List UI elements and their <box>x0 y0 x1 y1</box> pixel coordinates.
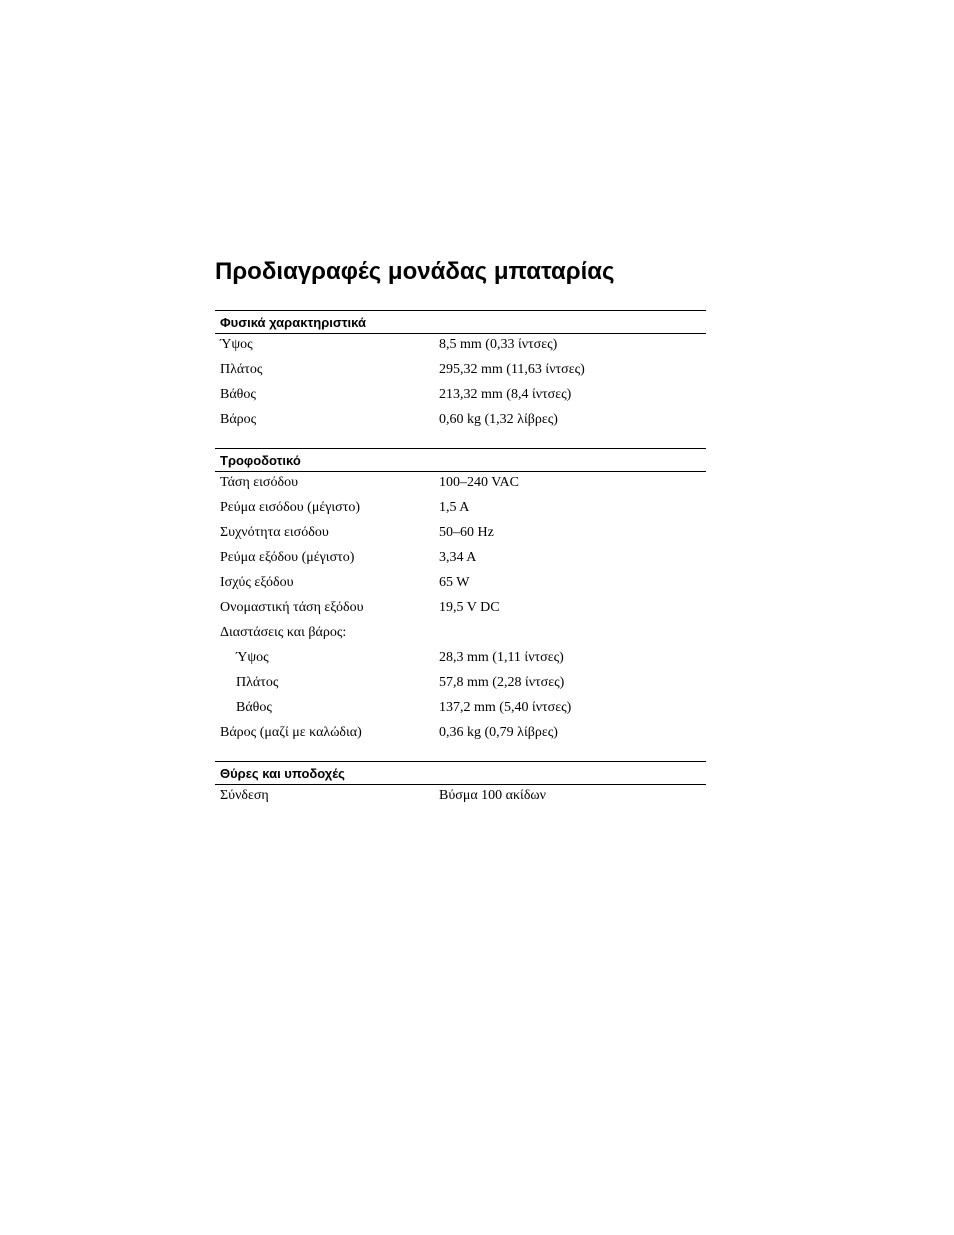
spec-row <box>215 522 706 547</box>
section-rows-power-supply <box>215 472 706 747</box>
spec-label: Διαστάσεις και βάρος: <box>220 625 347 640</box>
spec-label: Ρεύμα εισόδου (μέγιστο) <box>220 500 360 515</box>
page-title: Προδιαγραφές μονάδας μπαταρίας <box>215 258 615 285</box>
spec-value: 100–240 VAC <box>439 475 520 490</box>
spec-label: Σύνδεση <box>220 788 269 803</box>
spec-label: Τάση εισόδου <box>220 475 299 490</box>
spec-row <box>215 785 706 810</box>
section-header-power-supply: Τροφοδοτικό <box>215 448 706 472</box>
spec-label: Ύψος <box>236 650 269 665</box>
spec-value: 28,3 mm (1,11 ίντσες) <box>439 650 564 665</box>
spec-row <box>215 622 706 647</box>
spec-row <box>215 334 706 359</box>
spec-row <box>215 597 706 622</box>
spec-value: 0,36 kg (0,79 λίβρες) <box>439 725 558 740</box>
spec-value <box>439 622 706 647</box>
spec-row <box>215 472 706 497</box>
spec-label: Ρεύμα εξόδου (μέγιστο) <box>220 550 355 565</box>
spec-label: Βάρος <box>220 412 257 427</box>
section-header-ports: Θύρες και υποδοχές <box>215 761 706 785</box>
spec-row <box>215 672 706 697</box>
spec-label: Πλάτος <box>236 675 279 690</box>
spec-label: Βάθος <box>236 700 272 715</box>
spec-value: 137,2 mm (5,40 ίντσες) <box>439 700 572 715</box>
spec-value: 0,60 kg (1,32 λίβρες) <box>439 412 558 427</box>
spec-value: 57,8 mm (2,28 ίντσες) <box>439 675 565 690</box>
spec-label: Ονομαστική τάση εξόδου <box>220 600 364 615</box>
spec-value: 3,34 A <box>439 550 477 565</box>
spec-row <box>215 697 706 722</box>
spec-row <box>215 722 706 747</box>
spec-value: 295,32 mm (11,63 ίντσες) <box>439 362 585 377</box>
spec-row <box>215 647 706 672</box>
section-header-physical: Φυσικά χαρακτηριστικά <box>215 310 706 334</box>
section-rows-physical <box>215 334 706 434</box>
spec-label: Ύψος <box>220 337 253 352</box>
spec-table <box>215 310 706 810</box>
spec-value: 50–60 Hz <box>439 525 494 540</box>
spec-value: 65 W <box>439 575 470 590</box>
section-rows-ports <box>215 785 706 810</box>
spec-label: Ισχύς εξόδου <box>220 575 294 590</box>
spec-value: Βύσμα 100 ακίδων <box>439 788 546 803</box>
spec-value: 8,5 mm (0,33 ίντσες) <box>439 337 558 352</box>
spec-row <box>215 547 706 572</box>
spec-value: 1,5 A <box>439 500 470 515</box>
spec-label: Συχνότητα εισόδου <box>220 525 329 540</box>
spec-label: Βάθος <box>220 387 256 402</box>
spec-row <box>215 497 706 522</box>
spec-row <box>215 359 706 384</box>
spec-row <box>215 572 706 597</box>
spec-value: 19,5 V DC <box>439 600 500 615</box>
spec-label: Πλάτος <box>220 362 263 377</box>
spec-label: Βάρος (μαζί με καλώδια) <box>220 725 362 740</box>
spec-row <box>215 384 706 409</box>
spec-row <box>215 409 706 434</box>
spec-value: 213,32 mm (8,4 ίντσες) <box>439 387 572 402</box>
